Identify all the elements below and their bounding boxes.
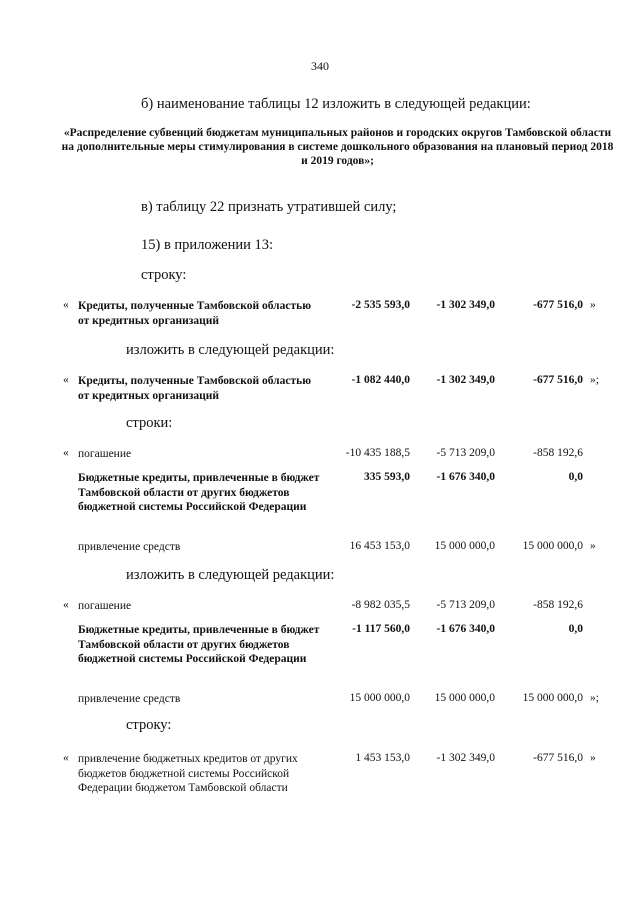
value-2017: -10 435 188,5	[345, 447, 410, 459]
item-b-text: б) наименование таблицы 12 изложить в следующей редакции:	[141, 96, 531, 112]
item-v-text: в) таблицу 22 признать утратившей силу;	[141, 199, 397, 215]
izlozhit-label-2: изложить в следующей редакции:	[126, 567, 335, 583]
table12-title: «Распределение субвенций бюджетам муниципальных районов и городских округов Тамбовской области на дополнительные меры стимулирования в системе дошкольного образования на плановый период 2018 и 2019 годов»;	[61, 127, 614, 167]
value-2017: 1 453 153,0	[355, 752, 410, 764]
open-quote: «	[63, 599, 69, 611]
row-label: Кредиты, полученные Тамбовской областью от кредитных организаций	[78, 300, 311, 327]
value-2018: -1 302 349,0	[436, 752, 495, 764]
value-2018: 15 000 000,0	[434, 540, 495, 552]
value-2019: 15 000 000,0	[522, 692, 583, 704]
open-quote: «	[63, 752, 69, 764]
value-2018: -1 302 349,0	[436, 374, 495, 386]
value-2017: 16 453 153,0	[349, 540, 410, 552]
row-label: погашение	[78, 600, 132, 612]
izlozhit-label-1: изложить в следующей редакции:	[126, 342, 335, 358]
stroku-label-2: строку:	[126, 717, 172, 733]
value-2017: 335 593,0	[364, 471, 410, 483]
row-label: привлечение средств	[78, 693, 181, 705]
row-label: Бюджетные кредиты, привлеченные в бюджет Тамбовской области от других бюджетов бюджетной системы Российской Федерации	[78, 472, 320, 513]
value-2018: 15 000 000,0	[434, 692, 495, 704]
close-quote: »	[590, 540, 596, 552]
row-label: Бюджетные кредиты, привлеченные в бюджет Тамбовской области от других бюджетов бюджетной системы Российской Федерации	[78, 624, 320, 665]
value-2018: -5 713 209,0	[436, 447, 495, 459]
value-2019: -858 192,6	[533, 447, 583, 459]
value-2017: -8 982 035,5	[351, 599, 410, 611]
value-2018: -5 713 209,0	[436, 599, 495, 611]
open-quote: «	[63, 447, 69, 459]
close-quote: »	[590, 752, 596, 764]
value-2017: -1 082 440,0	[351, 374, 410, 386]
page-number: 340	[311, 59, 329, 73]
close-quote: »	[590, 299, 596, 311]
value-2019: 0,0	[568, 471, 583, 483]
value-2019: -677 516,0	[533, 299, 583, 311]
value-2018: -1 676 340,0	[436, 623, 495, 635]
item-15-text: 15) в приложении 13:	[141, 237, 274, 253]
value-2019: 15 000 000,0	[522, 540, 583, 552]
value-2017: -1 117 560,0	[352, 623, 410, 635]
row-label: Кредиты, полученные Тамбовской областью от кредитных организаций	[78, 375, 311, 402]
open-quote: «	[63, 299, 69, 311]
value-2019: -677 516,0	[533, 752, 583, 764]
value-2017: -2 535 593,0	[351, 299, 410, 311]
value-2018: -1 676 340,0	[436, 471, 495, 483]
stroki-label: строки:	[126, 415, 173, 431]
open-quote: «	[63, 374, 69, 386]
close-quote-semicolon: »;	[590, 374, 599, 386]
row-label: привлечение бюджетных кредитов от других бюджетов бюджетной системы Российской Федерации бюджетом Тамбовской области	[78, 753, 298, 794]
row-label: привлечение средств	[78, 541, 181, 553]
close-quote-semicolon: »;	[590, 692, 599, 704]
value-2019: -677 516,0	[533, 374, 583, 386]
value-2019: -858 192,6	[533, 599, 583, 611]
value-2019: 0,0	[568, 623, 583, 635]
value-2017: 15 000 000,0	[349, 692, 410, 704]
stroku-label-1: строку:	[141, 267, 187, 283]
row-label: погашение	[78, 448, 132, 460]
value-2018: -1 302 349,0	[436, 299, 495, 311]
